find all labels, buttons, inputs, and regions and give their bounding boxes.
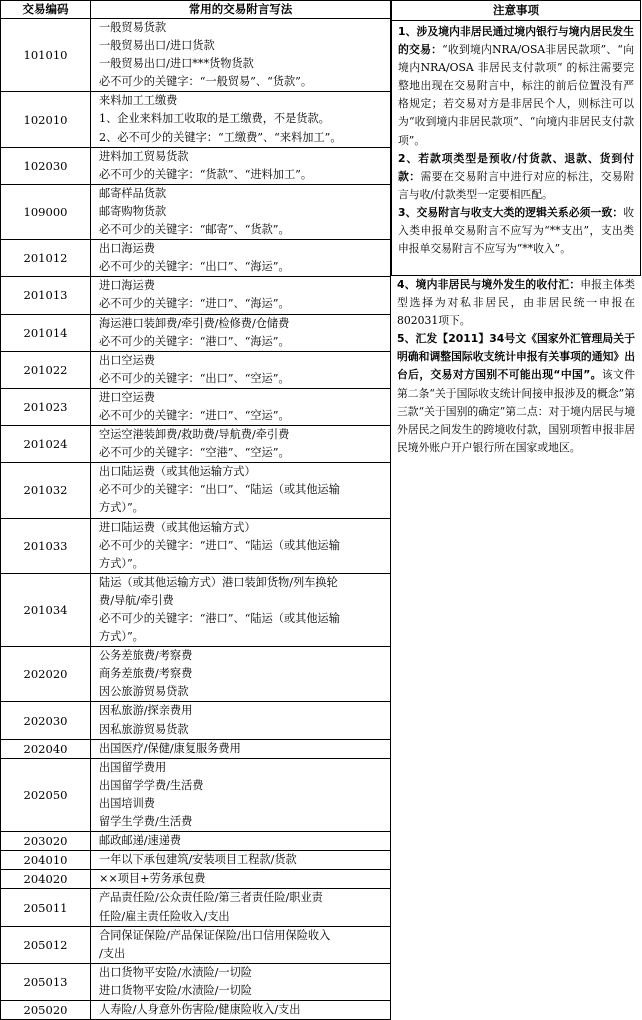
remark-line: 出国培训费 bbox=[99, 796, 155, 810]
remark-line: 出口海运费 bbox=[99, 242, 155, 256]
remark-description bbox=[91, 702, 391, 739]
transaction-code: 201014 bbox=[1, 314, 91, 351]
table-row bbox=[1, 388, 391, 425]
remark-line: 因私旅游/探亲费用 bbox=[99, 704, 193, 718]
remark-description bbox=[91, 426, 391, 463]
remark-line: /支出 bbox=[99, 946, 126, 960]
header-code: 交易编码 bbox=[1, 1, 91, 19]
transaction-code: 205011 bbox=[1, 889, 91, 926]
remark-description bbox=[91, 518, 391, 573]
remark-description bbox=[91, 758, 391, 831]
remark-line: 邮寄购物货款 bbox=[99, 204, 167, 218]
remark-line: 一年以下承包建筑/安装项目工程款/货款 bbox=[99, 853, 297, 867]
transaction-code: 201012 bbox=[1, 240, 91, 277]
table-row bbox=[1, 889, 391, 926]
remark-line: 出口陆运费（或其他运输方式） bbox=[99, 465, 256, 479]
remark-line: 费/导航/牵引费 bbox=[99, 593, 174, 607]
remark-description bbox=[91, 351, 391, 388]
remark-line: 必不可少的关键字：“港口”、“海运”。 bbox=[99, 334, 290, 348]
remark-line: 必不可少的关键字：“出口”、“空运”。 bbox=[99, 371, 290, 385]
remark-description bbox=[91, 1000, 391, 1019]
remark-line: 商务差旅费/考察费 bbox=[99, 667, 193, 681]
remark-description bbox=[91, 19, 391, 92]
note-title: 3、交易附言与收支大类的逻辑关系必须一致： bbox=[398, 205, 624, 219]
note-text: 申报主体类型选择为对私非居民，由非居民统一申报在802031项下。 bbox=[397, 278, 635, 328]
note-title: 2、若款项类型是预收/付货款、退款、货到付款： bbox=[398, 151, 634, 183]
remark-line: 2、必不可少的关键字：“工缴费”、“来料加工”。 bbox=[99, 130, 342, 144]
transaction-code: 201022 bbox=[1, 351, 91, 388]
transaction-code: 109000 bbox=[1, 184, 91, 239]
remark-line: 因私旅游贸易货款 bbox=[99, 722, 189, 736]
remark-description bbox=[91, 388, 391, 425]
remark-line: 出国留学学费/生活费 bbox=[99, 778, 204, 792]
table-row bbox=[1, 832, 391, 851]
remark-line: 必不可少的关键字：“一般贸易”、“货款”。 bbox=[99, 75, 313, 89]
table-row bbox=[1, 314, 391, 351]
remark-description bbox=[91, 926, 391, 963]
remark-description bbox=[91, 573, 391, 646]
remark-line: 进料加工贸易货款 bbox=[99, 149, 189, 163]
table-row bbox=[1, 926, 391, 963]
remark-line: 1、企业来料加工收取的是工缴费，不是货款。 bbox=[99, 112, 330, 126]
transaction-code: 204010 bbox=[1, 851, 91, 870]
remark-line: 任险/雇主责任险收入/支出 bbox=[99, 909, 230, 923]
table-row bbox=[1, 351, 391, 388]
remark-description bbox=[91, 851, 391, 870]
table-row bbox=[1, 240, 391, 277]
remark-line: 公务差旅费/考察费 bbox=[99, 649, 193, 663]
table-row bbox=[1, 870, 391, 889]
table-row bbox=[1, 739, 391, 758]
note-item bbox=[397, 330, 635, 457]
transaction-code: 201034 bbox=[1, 573, 91, 646]
remark-line: 必不可少的关键字：“货款”、“进料加工”。 bbox=[99, 167, 313, 181]
remark-description bbox=[91, 277, 391, 314]
transaction-code: 203020 bbox=[1, 832, 91, 851]
transaction-code: 205013 bbox=[1, 963, 91, 1000]
remark-line: 合同保证保险/产品保证保险/出口信用保险收入 bbox=[99, 928, 331, 942]
remark-line: 方式）”。 bbox=[99, 556, 144, 570]
remark-line: 方式）”。 bbox=[99, 501, 144, 515]
remark-line: 方式）”。 bbox=[99, 630, 144, 644]
note-text: 该文件第二条“关于国际收支统计间接申报涉及的概念”第三款“关于国别的确定”第二点：对于境内居民与境外居民之间发生的跨境收付款，国别项暂申报非居民境外账户开户银行所在国家或地区。 bbox=[397, 368, 635, 454]
remark-line: 必不可少的关键字：“出口”、“海运”。 bbox=[99, 260, 290, 274]
remark-description bbox=[91, 870, 391, 889]
remark-line: 进口货物平安险/水渍险/一切险 bbox=[99, 983, 252, 997]
remark-description bbox=[91, 889, 391, 926]
remark-line: 邮政邮递/速递费 bbox=[99, 834, 182, 848]
remark-line: 一般贸易出口/进口货款 bbox=[99, 39, 215, 53]
note-item bbox=[398, 150, 634, 204]
remark-description bbox=[91, 463, 391, 518]
remark-line: 必不可少的关键字：“邮寄”、“货款”。 bbox=[99, 223, 290, 237]
transaction-code: 201023 bbox=[1, 388, 91, 425]
table-row bbox=[1, 184, 391, 239]
transaction-code: 201033 bbox=[1, 518, 91, 573]
transaction-code: 204020 bbox=[1, 870, 91, 889]
table-row bbox=[1, 19, 391, 92]
notes-body bbox=[392, 21, 640, 258]
remark-description bbox=[91, 147, 391, 184]
transaction-code: 205020 bbox=[1, 1000, 91, 1019]
remark-line: 必不可少的关键字：“出口”、“陆运（或其他运输 bbox=[99, 483, 340, 497]
table-row bbox=[1, 1000, 391, 1019]
table-row bbox=[1, 277, 391, 314]
table-row bbox=[1, 851, 391, 870]
note-item bbox=[398, 204, 634, 258]
table-row bbox=[1, 647, 391, 702]
remark-line: 陆运（或其他运输方式）港口装卸货物/列车换轮 bbox=[99, 575, 338, 589]
remark-description bbox=[91, 240, 391, 277]
table-row bbox=[1, 426, 391, 463]
table-row bbox=[1, 573, 391, 646]
remark-description bbox=[91, 739, 391, 758]
remark-line: 留学生学费/生活费 bbox=[99, 815, 193, 829]
table-row bbox=[1, 147, 391, 184]
note-item bbox=[398, 23, 634, 150]
transaction-code: 202030 bbox=[1, 702, 91, 739]
table-row bbox=[1, 758, 391, 831]
transaction-code: 201024 bbox=[1, 426, 91, 463]
notes-panel bbox=[391, 0, 641, 276]
remark-line: 一般贸易货款 bbox=[99, 21, 167, 34]
remark-line: 出国留学费用 bbox=[99, 760, 167, 774]
transaction-code: 201032 bbox=[1, 463, 91, 518]
remark-line: 出口空运费 bbox=[99, 353, 155, 367]
remark-description bbox=[91, 832, 391, 851]
table-row bbox=[1, 92, 391, 147]
table-header-row bbox=[1, 1, 391, 19]
remark-description bbox=[91, 647, 391, 702]
note-text: “收到境内NRA/OSA非居民款项”、“向境内NRA/OSA 非居民支付款项” 的标注需要完整地出现在交易附言中，标注的前后位置没有严格规定；若交易对方是非居民个人，则标注可以为“收到境内非居民款项”、“向境内非居民支付款项”。 bbox=[398, 43, 634, 147]
remark-line: 必不可少的关键字：“空港”、“空运”。 bbox=[99, 446, 290, 460]
remark-line: 人寿险/人身意外伤害险/健康险收入/支出 bbox=[99, 1002, 301, 1016]
note-title: 1、涉及境内非居民通过境内银行与境内居民发生的交易： bbox=[398, 25, 634, 57]
table-row bbox=[1, 518, 391, 573]
remark-line: 出口货物平安险/水渍险/一切险 bbox=[99, 965, 252, 979]
remark-description bbox=[91, 92, 391, 147]
remark-line: 必不可少的关键字：“进口”、“海运”。 bbox=[99, 297, 290, 311]
transaction-code: 101010 bbox=[1, 19, 91, 92]
note-text: 需要在交易附言中进行对应的标注，交易附言与收/付款类型一定要相匹配。 bbox=[398, 169, 635, 201]
table-body bbox=[1, 19, 391, 1020]
table-row bbox=[1, 702, 391, 739]
remark-description bbox=[91, 314, 391, 351]
remark-line: 一般贸易出口/进口***货物货款 bbox=[99, 57, 254, 71]
remark-line: ××项目+劳务承包费 bbox=[99, 872, 206, 886]
transaction-code: 202020 bbox=[1, 647, 91, 702]
remark-line: 邮寄样品货款 bbox=[99, 186, 167, 200]
remark-line: 必不可少的关键字：“港口”、“陆运（或其他运输 bbox=[99, 612, 340, 625]
note-item bbox=[397, 276, 635, 330]
remark-description bbox=[91, 963, 391, 1000]
remark-line: 必不可少的关键字：“进口”、“陆运（或其他运输 bbox=[99, 538, 340, 552]
transaction-code: 102030 bbox=[1, 147, 91, 184]
transaction-code: 102010 bbox=[1, 92, 91, 147]
remark-line: 必不可少的关键字：“进口”、“空运”。 bbox=[99, 408, 290, 422]
transaction-code: 202040 bbox=[1, 739, 91, 758]
remark-line: 来料加工工缴费 bbox=[99, 94, 178, 108]
remark-line: 进口海运费 bbox=[99, 279, 155, 293]
header-description: 常用的交易附言写法 bbox=[91, 1, 391, 19]
remark-line: 产品责任险/公众责任险/第三者责任险/职业责 bbox=[99, 891, 323, 905]
notes-continued bbox=[391, 276, 641, 457]
transaction-code: 205012 bbox=[1, 926, 91, 963]
remark-line: 空运空港装卸费/救助费/导航费/牵引费 bbox=[99, 428, 290, 442]
note-title: 4、境内非居民与境外发生的收付汇： bbox=[397, 278, 581, 291]
remark-line: 出国医疗/保健/康复服务费用 bbox=[99, 741, 241, 755]
table-row bbox=[1, 963, 391, 1000]
notes-header: 注意事项 bbox=[392, 1, 640, 21]
note-text: 收入类申报单交易附言不应写为“**支出”，支出类申报单交易附言不应写为“**收入”。 bbox=[398, 205, 634, 256]
note-title: 5、汇发【2011】34号文《国家外汇管理局关于明确和调整国际收支统计申报有关事项的通知》出台后，交易对方国别不可能出现“中国”。 bbox=[397, 332, 635, 382]
remark-description bbox=[91, 184, 391, 239]
transaction-code: 202050 bbox=[1, 758, 91, 831]
remark-line: 进口陆运费（或其他运输方式） bbox=[99, 520, 256, 534]
remark-line: 因公旅游贸易贷款 bbox=[99, 685, 189, 699]
remark-line: 海运港口装卸费/牵引费/检修费/仓储费 bbox=[99, 316, 290, 330]
remark-line: 进口空运费 bbox=[99, 390, 155, 404]
transaction-code: 201013 bbox=[1, 277, 91, 314]
table-row bbox=[1, 463, 391, 518]
